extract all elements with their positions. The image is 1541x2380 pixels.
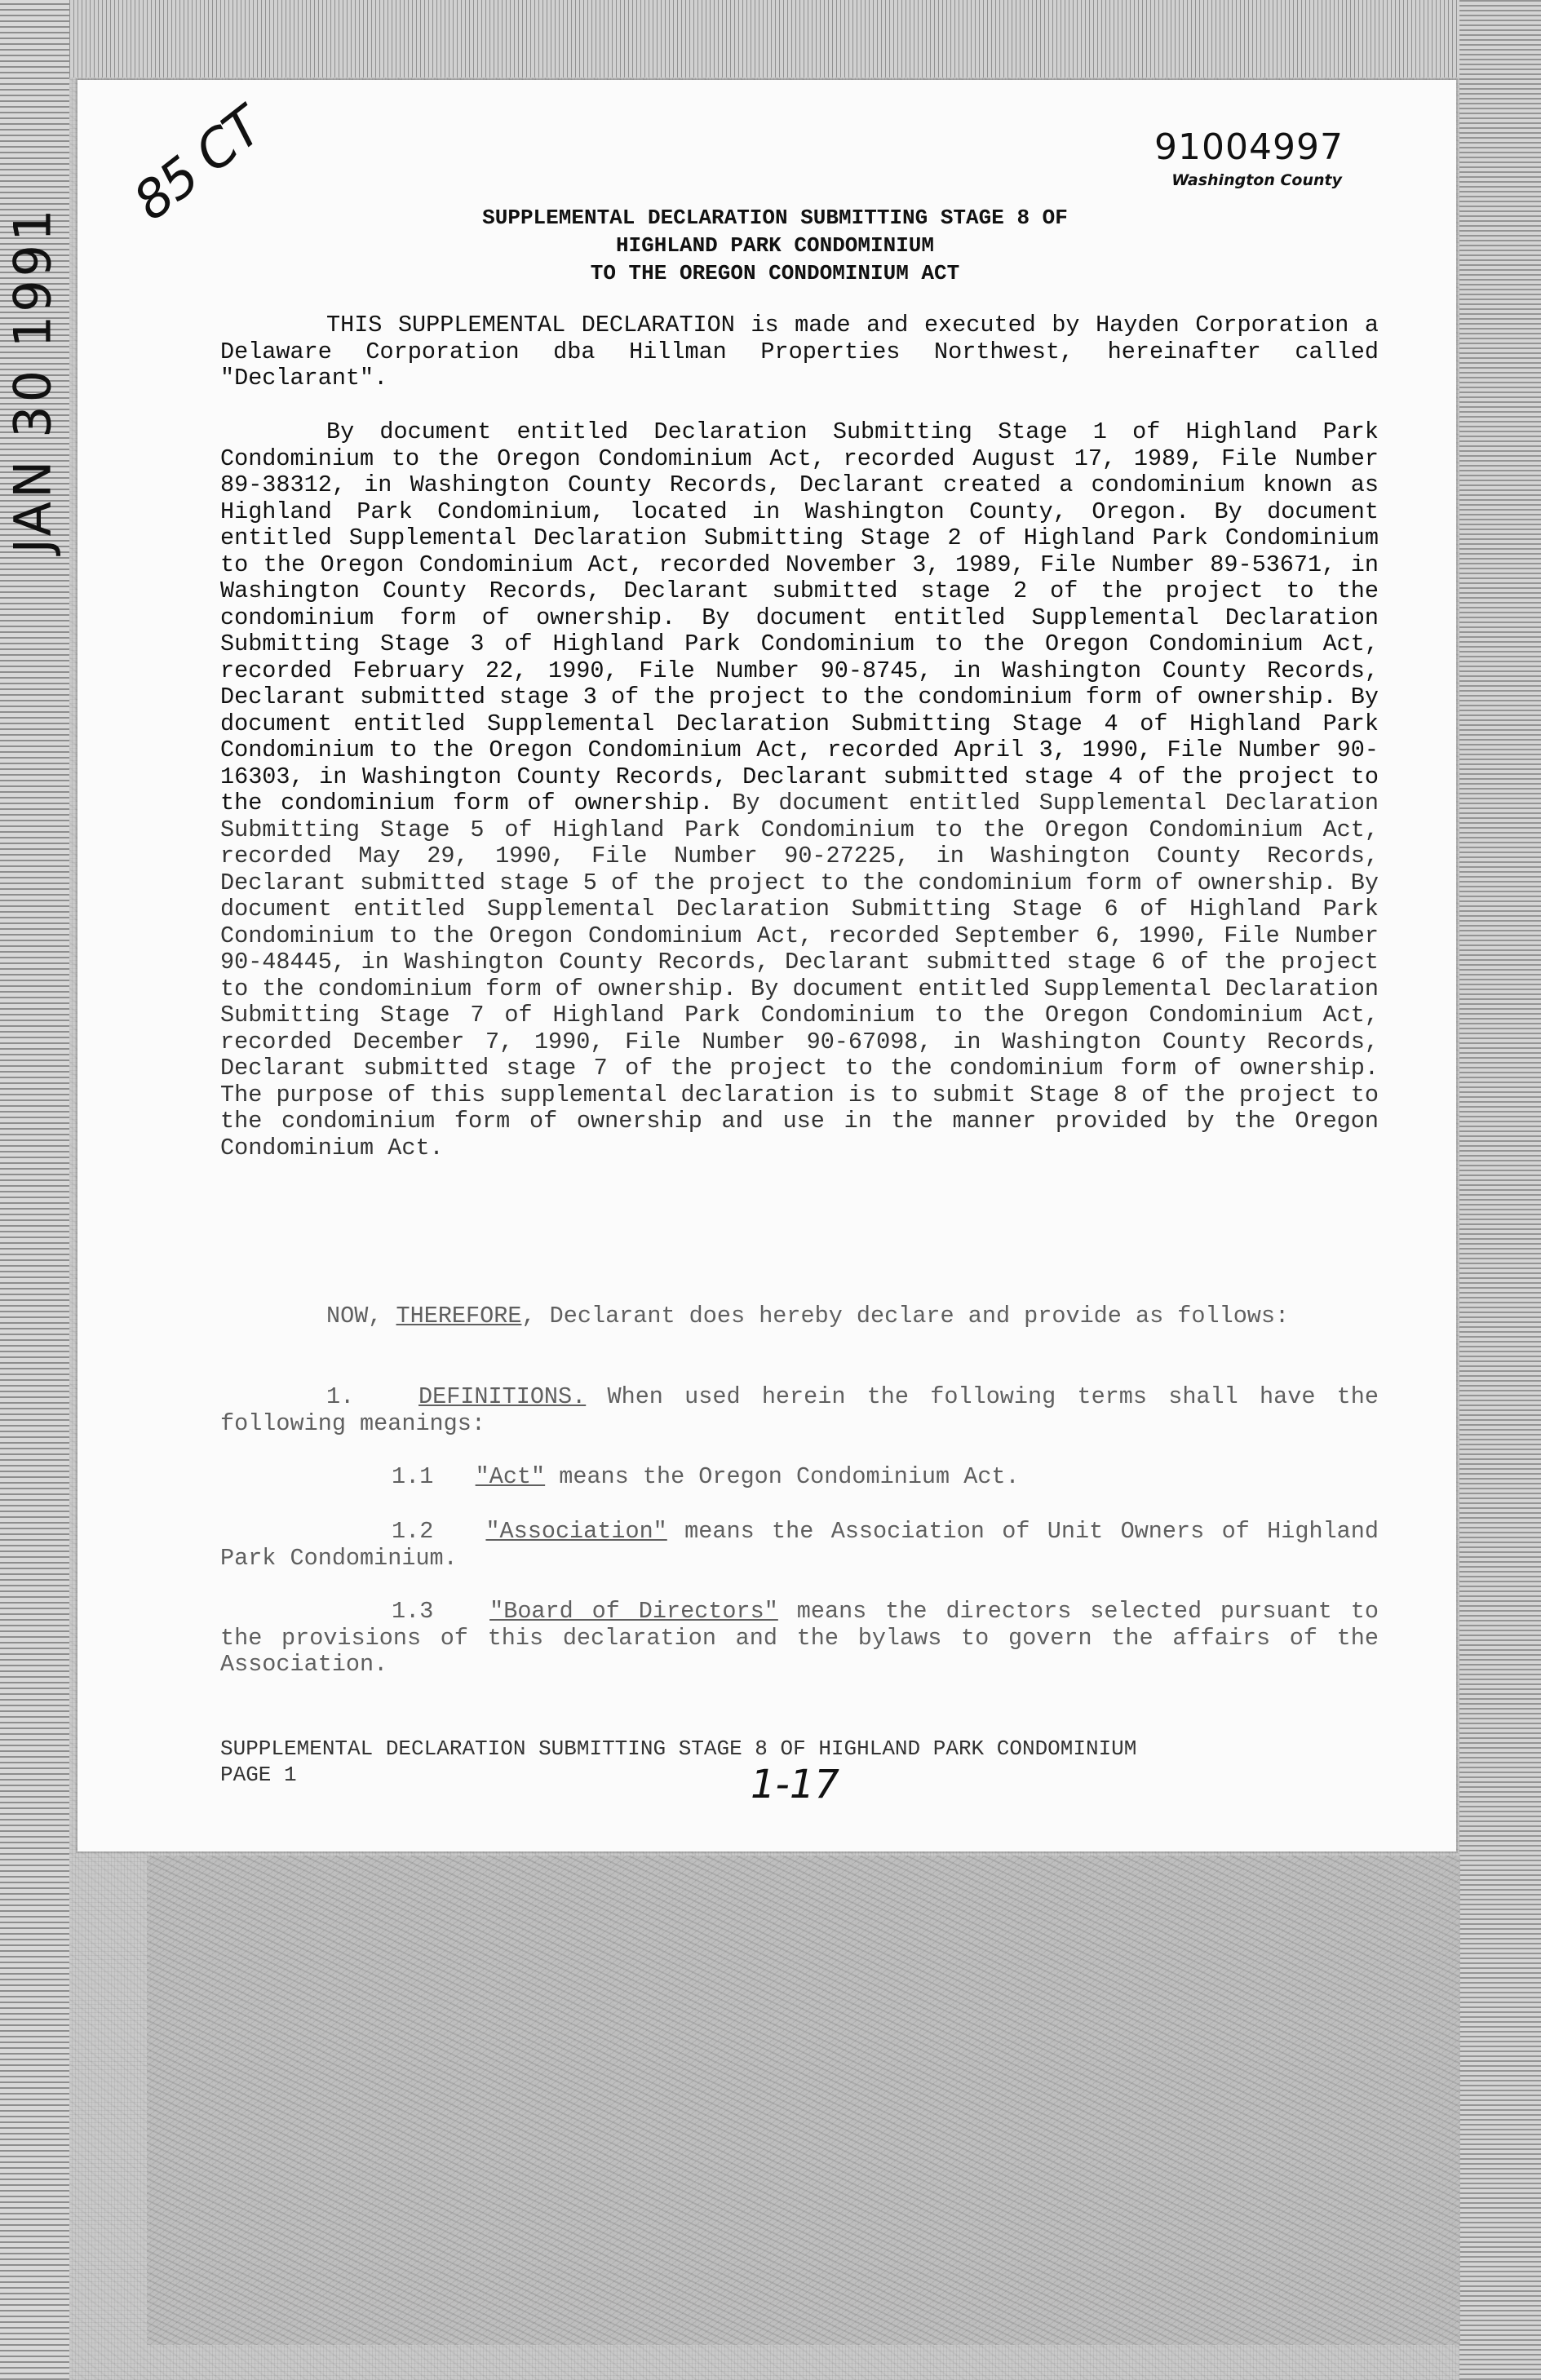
handwritten-note: 85 CT [122, 96, 273, 233]
scan-bottom-area [147, 1856, 1460, 2345]
definition-text: means the directors selected pursuant to the provisions of this declaration and the bylaws to govern the affairs of the Association. [220, 1598, 1379, 1678]
definition-number: 1.1 [392, 1463, 434, 1490]
definition-term: "Board of Directors" [489, 1598, 778, 1625]
definition-text: means the Oregon Condominium Act. [545, 1463, 1020, 1490]
recording-county: Washington County [1171, 171, 1342, 189]
handwritten-page-mark: 1-17 [751, 1762, 839, 1807]
scan-right-edge [1459, 0, 1541, 2380]
definition-term: "Act" [475, 1463, 546, 1490]
section-heading: DEFINITIONS. [418, 1383, 587, 1410]
now-therefore-paragraph [220, 1303, 1379, 1330]
definition-item [220, 1464, 1379, 1491]
title-line-2: HIGHLAND PARK CONDOMINIUM [615, 233, 935, 258]
intro-paragraph: THIS SUPPLEMENTAL DECLARATION is made and executed by Hayden Corporation a Delaware Corporation dba Hillman Properties Northwest, hereinafter called "Declarant". [220, 312, 1379, 392]
definition-number: 1.3 [392, 1598, 434, 1625]
definition-item [220, 1519, 1379, 1572]
now-rest: , Declarant does hereby declare and provide as follows: [521, 1303, 1290, 1329]
received-date: JAN 30 1991 [2, 205, 63, 554]
document-title [310, 204, 1240, 287]
section-number: 1. [326, 1383, 355, 1410]
scan-top-edge [0, 0, 1541, 77]
footer-page: PAGE 1 [220, 1763, 297, 1787]
definition-item [220, 1599, 1379, 1679]
title-line-3: TO THE OREGON CONDOMINIUM ACT [590, 261, 960, 285]
received-date-stamp [0, 205, 65, 554]
definition-term: "Association" [485, 1518, 667, 1545]
definition-number: 1.2 [392, 1518, 434, 1545]
section-text: When used herein the following terms shall have the following meanings: [220, 1383, 1379, 1437]
recitals-faded: By document entitled Supplemental Declaration Submitting Stage 5 of Highland Park Condominium to the Oregon Condominium Act, recorded May 29, 1990, File Number 90-27225, in Washington County Records, Declarant submitted stage 5 of the project to the condominium form of ownership. By document entitled Supplemental Declaration Submitting Stage 6 of Highland Park Condominium to the Oregon Condominium Act, recorded September 6, 1990, File Number 90-48445, in Washington County Records, Declarant submitted stage 6 of the project to the condominium form of ownership. By document entitled Supplemental Declaration Submitting Stage 7 of Highland Park Condominium to the Oregon Condominium Act, recorded December 7, 1990, File Number 90-67098, in Washington County Records, Declarant submitted stage 7 of the project to the condominium form of ownership. The purpose of this supplemental declaration is to submit Stage 8 of the project to the condominium form of ownership and use in the manner provided by the Oregon Condominium Act. [220, 790, 1379, 1161]
section-definitions [220, 1384, 1379, 1437]
now-keyword: THEREFORE [396, 1303, 522, 1329]
recitals-clear: By document entitled Declaration Submitting Stage 1 of Highland Park Condominium to the Oregon Condominium Act, recorded August 17, 1989, File Number 89-38312, in Washington County Records, Declarant created a condominium known as Highland Park Condominium, located in Washington County, Oregon. By document entitled Supplemental Declaration Submitting Stage 2 of Highland Park Condominium to the Oregon Condominium Act, recorded November 3, 1989, File Number 89-53671, in Washington County Records, Declarant submitted stage 2 of the project to the condominium form of ownership. By document entitled Supplemental Declaration Submitting Stage 3 of Highland Park Condominium to the Oregon Condominium Act, recorded February 22, 1990, File Number 90-8745, in Washington County Records, Declarant submitted stage 3 of the project to the condominium form of ownership. By document entitled Supplemental Declaration Submitting Stage 4 of Highland Park Condominium to the Oregon Condominium Act, recorded April 3, 1990, File Number 90-16303, in Washington County Records, Declarant submitted stage 4 of the project to the condominium form of ownership. [220, 418, 1379, 816]
now-lead: NOW, [326, 1303, 396, 1329]
title-line-1: SUPPLEMENTAL DECLARATION SUBMITTING STAGE 8 OF [482, 206, 1068, 230]
recitals-paragraph [220, 419, 1379, 1161]
footer-title: SUPPLEMENTAL DECLARATION SUBMITTING STAGE 8 OF HIGHLAND PARK CONDOMINIUM [220, 1736, 1137, 1761]
definition-text: means the Association of Unit Owners of Highland Park Condominium. [220, 1518, 1379, 1572]
recording-file-number: 91004997 [1154, 126, 1344, 168]
